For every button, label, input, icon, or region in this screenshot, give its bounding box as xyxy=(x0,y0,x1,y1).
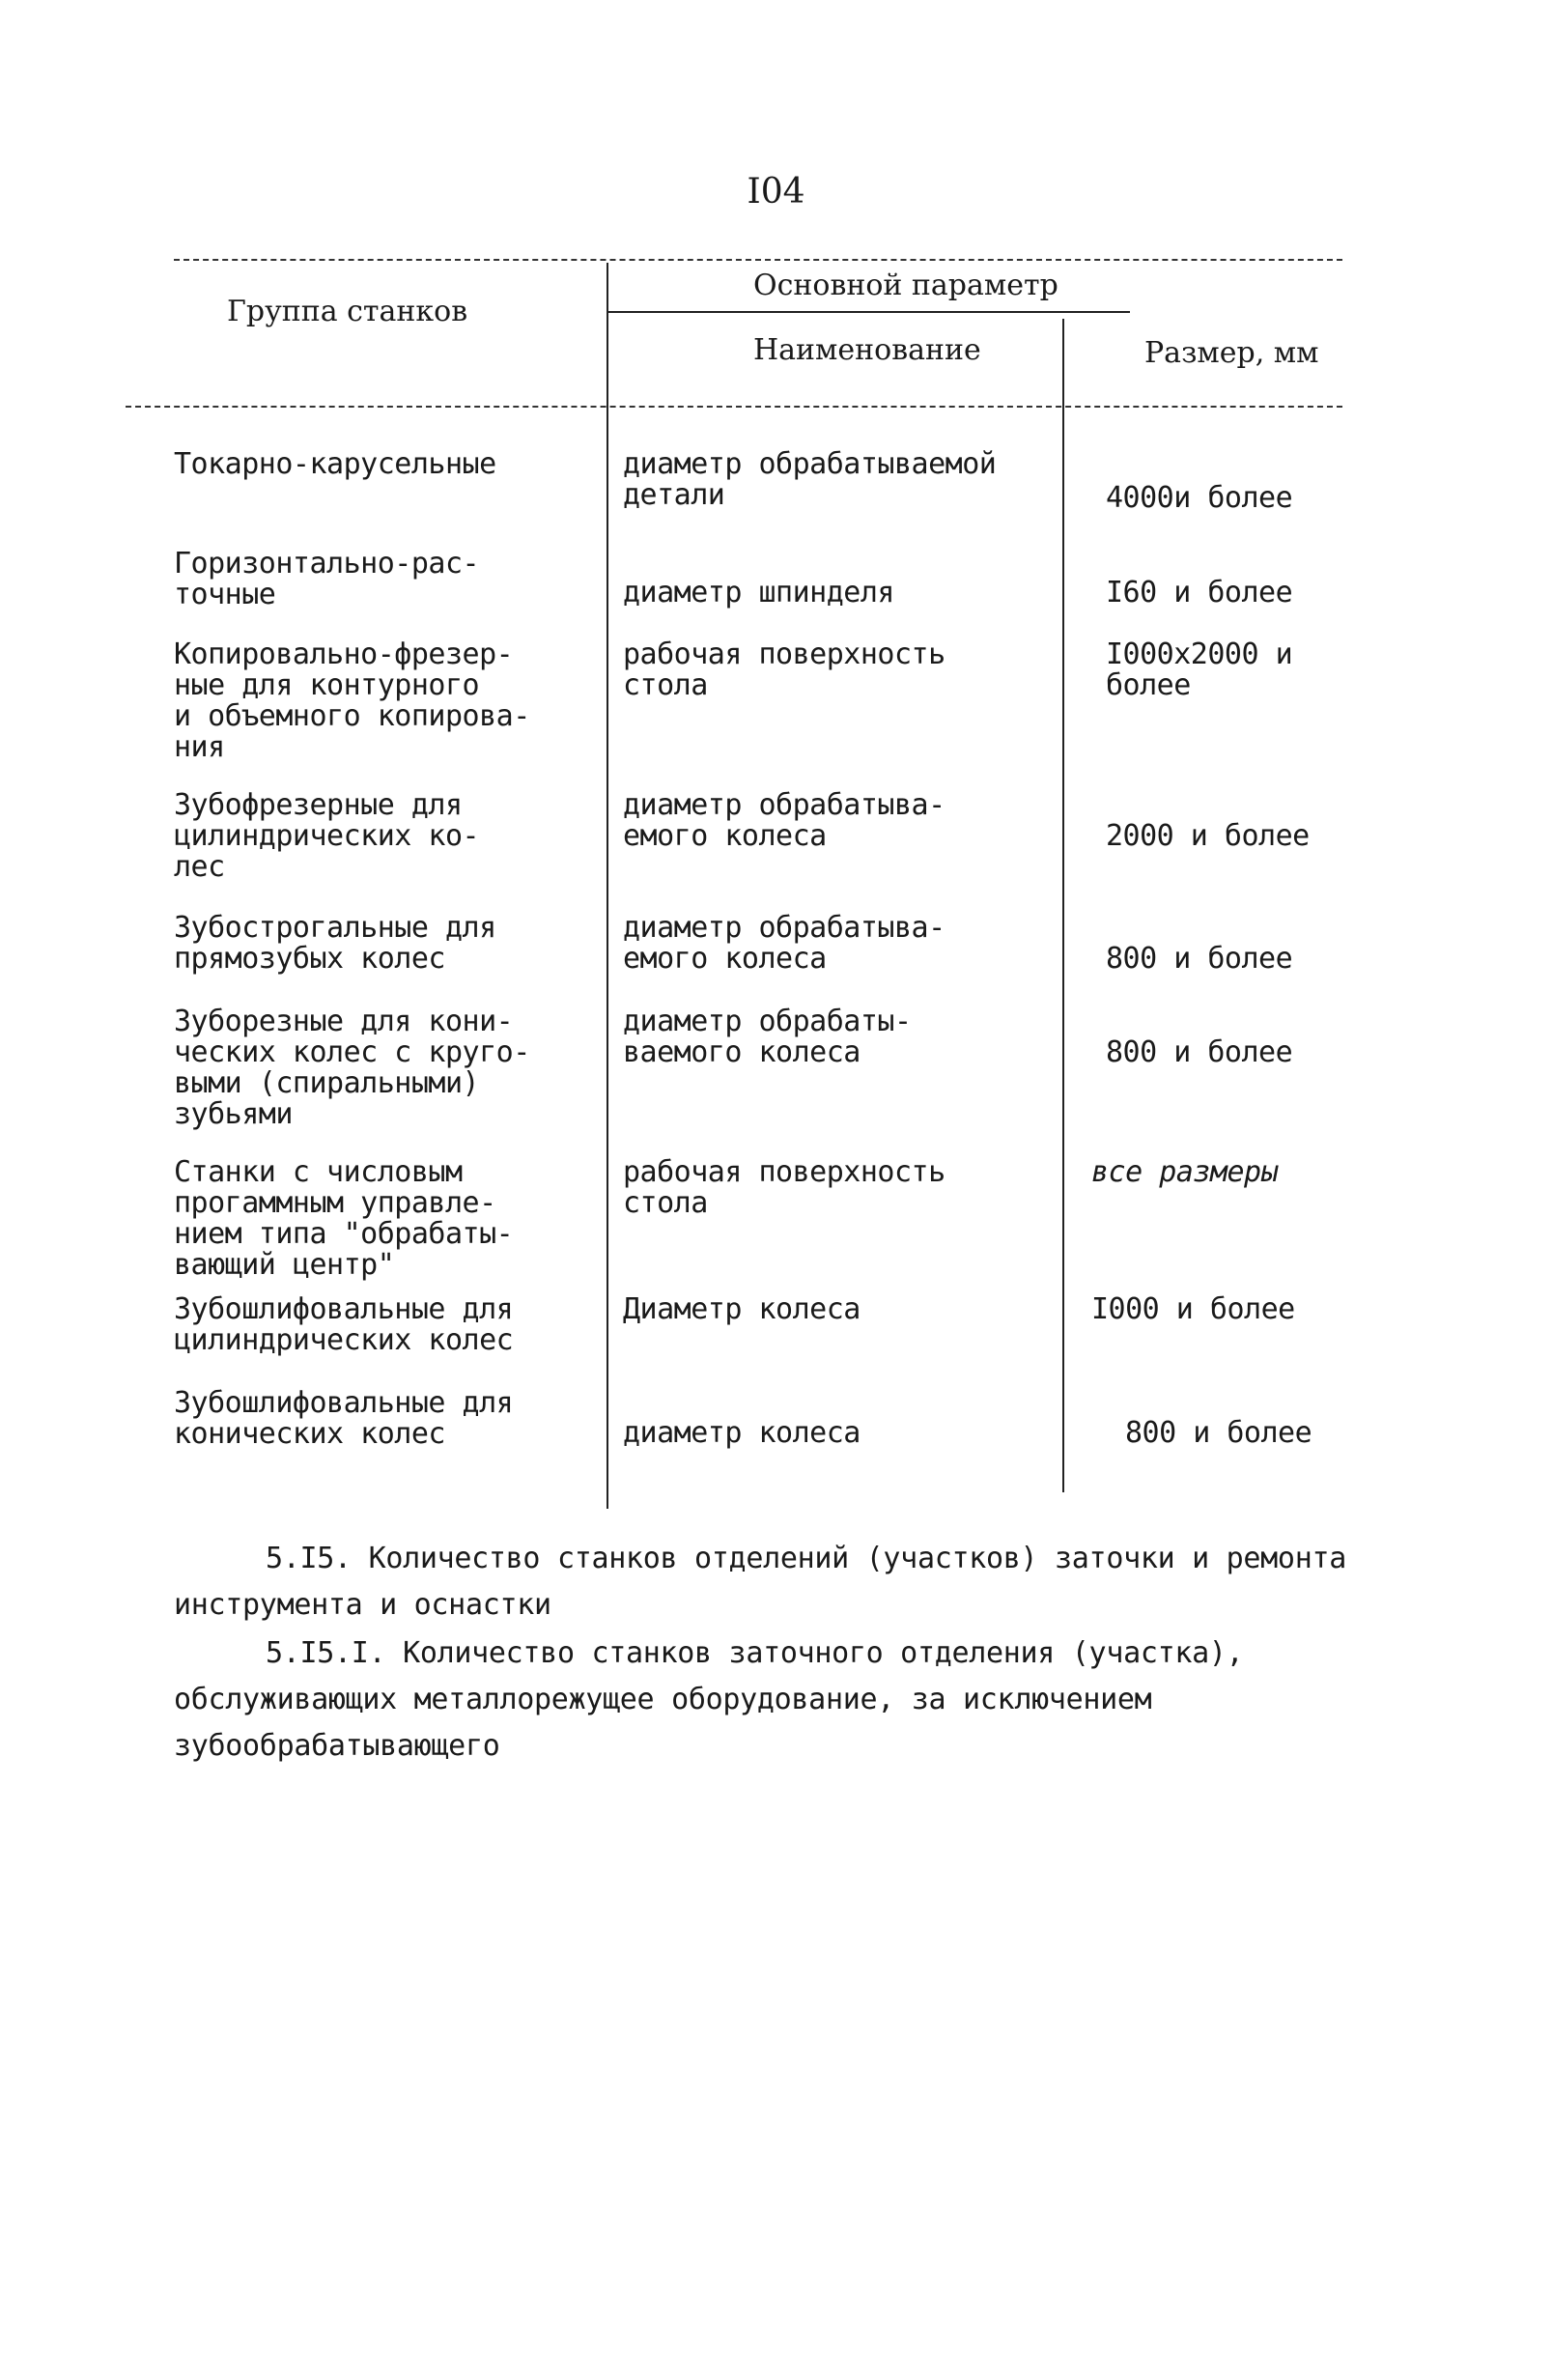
subheader-rule xyxy=(608,311,1130,313)
table-row-group: Копировально-фрезер- ные для контурного и объемного копирова- ния xyxy=(174,638,530,764)
table-row-name: диаметр обрабатыва- емого колеса xyxy=(623,788,945,853)
section-5-15-heading: 5.I5. Количество станков отделений (участков) заточки и ремонта инструмента и оснастки xyxy=(174,1542,1346,1622)
table-row-name: рабочая поверхность стола xyxy=(623,1155,945,1220)
table-row-name: диаметр обрабатыва- емого колеса xyxy=(623,911,945,976)
table-row-name: диаметр обрабаты- ваемого колеса xyxy=(623,1005,912,1069)
table-row-group: Горизонтально-рас- точные xyxy=(174,547,480,611)
table-row-group: Зубофрезерные для цилиндрических ко- лес xyxy=(174,788,480,884)
header-group: Группа станков xyxy=(227,295,468,328)
table-row-group: Зубошлифовальные для цилиндрических колес xyxy=(174,1292,514,1357)
table-top-rule xyxy=(174,259,1342,261)
column-divider-group xyxy=(607,263,608,1509)
table-header-bottom-rule xyxy=(126,406,1342,408)
table-row-name: диаметр обрабатываемой детали xyxy=(623,447,997,512)
table-row-group: Зуборезные для кони- ческих колес с круго- выми (спиральными) зубьями xyxy=(174,1005,530,1131)
header-main-param: Основной параметр xyxy=(753,269,1058,302)
table-row-size: I000 и более xyxy=(1091,1292,1295,1326)
page-number: I04 xyxy=(747,172,805,212)
table-row-size: 4000и более xyxy=(1106,481,1293,515)
table-row-size: I60 и более xyxy=(1106,576,1293,609)
table-row-name: диаметр колеса xyxy=(623,1416,861,1450)
table-row-name: Диаметр колеса xyxy=(623,1292,861,1326)
table-row-size: I000х2000 и более xyxy=(1106,638,1293,702)
table-row-group: Токарно-карусельные xyxy=(174,447,496,481)
table-row-size: 800 и более xyxy=(1106,1035,1293,1069)
column-divider-size xyxy=(1062,319,1064,1492)
table-row-size: 800 и более xyxy=(1125,1416,1312,1450)
header-size: Размер, мм xyxy=(1144,336,1319,370)
table-row-group: Зубострогальные для прямозубых колес xyxy=(174,911,496,976)
section-5-15-1-text: 5.I5.I. Количество станков заточного отделения (участка), обслуживающих металлорежущее оборудование, за исключением зубообрабатывающего xyxy=(174,1636,1244,1763)
table-row-name: рабочая поверхность стола xyxy=(623,638,945,702)
table-row-group: Зубошлифовальные для конических колес xyxy=(174,1386,514,1451)
table-row-size: 2000 и более xyxy=(1106,819,1310,853)
table-row-group: Станки с числовым прогаммным управле- нием типа "обрабаты- вающий центр" xyxy=(174,1155,514,1282)
header-name: Наименование xyxy=(753,333,981,367)
table-row-size: все размеры xyxy=(1091,1155,1279,1189)
table-row-size: 800 и более xyxy=(1106,942,1293,976)
table-row-name: диаметр шпинделя xyxy=(623,576,894,609)
